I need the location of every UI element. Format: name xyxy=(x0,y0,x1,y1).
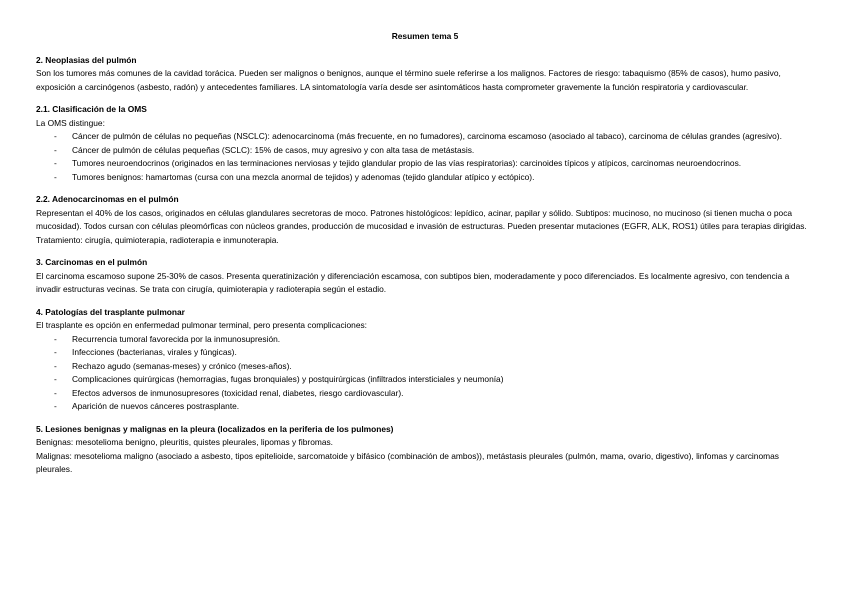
section-trasplante xyxy=(36,306,814,414)
dash-bullet-icon: - xyxy=(54,387,57,398)
dash-bullet-icon: - xyxy=(54,144,57,155)
list-item: - Rechazo agudo (semanas-meses) y crónico (meses-años). xyxy=(36,360,814,374)
dash-bullet-icon: - xyxy=(54,401,57,411)
section-carcinomas xyxy=(36,256,814,297)
section-heading: 2. Neoplasias del pulmón xyxy=(36,54,137,65)
list-item: - Cáncer de pulmón de células no pequeñas (NSCLC): adenocarcinoma (más frecuente, en no fumadores), carcinoma escamoso (asociado al tabaco), carcinoma de células grandes (agresivo). xyxy=(36,130,814,144)
section-paragraph: El trasplante es opción en enfermedad pulmonar terminal, pero presenta complicaciones: xyxy=(36,320,367,330)
section-paragraph: La OMS distingue: xyxy=(36,117,105,128)
document-page xyxy=(36,30,814,486)
dash-bullet-icon: - xyxy=(54,158,57,168)
list-item: - Recurrencia tumoral favorecida por la inmunosupresión. xyxy=(36,333,814,347)
list-item: - Aparición de nuevos cánceres postrasplante. xyxy=(36,400,814,414)
dash-bullet-icon: - xyxy=(54,131,57,141)
section-paragraph: El carcinoma escamoso supone 25-30% de casos. Presenta queratinización y diferenciación escamosa, con subtipos bien, moderadamente y poco diferenciados. Es localmente agresivo, con tendencia a invadir estructuras vecinas. Se trata con cirugía, quimioterapia y radioterapia según el estadio. xyxy=(36,270,790,294)
list-item: - Tumores neuroendocrinos (originados en las terminaciones nerviosas y tejido glandular propio de las vías respiratorias): carcinoides típicos y atípicos, carcinomas neuroendocrinos. xyxy=(36,157,814,171)
dash-bullet-icon: - xyxy=(54,171,57,182)
section-line-benignas: Benignas: mesotelioma benigno, pleuritis, quistes pleurales, lipomas y fibromas. xyxy=(36,437,333,447)
dash-bullet-icon: - xyxy=(54,333,57,344)
section-paragraph: Representan el 40% de los casos, originados en células glandulares secretoras de moco. Patrones histológicos: lepídico, acinar, papilar y sólido. Subtipos: mucinoso, no mucinoso (si tienen mucha o poca mucosidad). Todos cursan con células pleomórficas con núcleos grandes, producción de mucosidad e invasión de estructuras. Pueden presentar mutaciones (EGFR, ALK, ROS1) útiles para terapias dirigidas. Tratamiento: cirugía, quimioterapia, radioterapia e inmunoterapia. xyxy=(36,207,807,245)
section-pleura xyxy=(36,423,814,477)
section-adenocarcinomas xyxy=(36,193,814,247)
list-item: - Efectos adversos de inmunosupresores (toxicidad renal, diabetes, riesgo cardiovascular). xyxy=(36,387,814,401)
section-heading: 3. Carcinomas en el pulmón xyxy=(36,257,148,267)
list-item: - Complicaciones quirúrgicas (hemorragias, fugas bronquiales) y postquirúrgicas (infiltrados intersticiales y neumonía) xyxy=(36,373,814,387)
bullet-list xyxy=(36,333,814,414)
section-paragraph: Son los tumores más comunes de la cavidad torácica. Pueden ser malignos o benignos, aunque el término suele referirse a los malignos. Factores de riesgo: tabaquismo (85% de casos), humo pasivo, exposición a carcinógenos (asbesto, radón) y antecedentes familiares. LA sintomatología varía desde ser asintomáticos hasta comprometer gravemente la función respiratoria y cardiovascular. xyxy=(36,68,781,92)
section-heading: 4. Patologías del trasplante pulmonar xyxy=(36,306,185,317)
section-neoplasias xyxy=(36,54,814,95)
section-clasificacion-oms xyxy=(36,103,814,184)
dash-bullet-icon: - xyxy=(54,347,57,357)
document-title: Resumen tema 5 xyxy=(391,31,459,41)
section-heading: 2.1. Clasificación de la OMS xyxy=(36,104,147,114)
section-heading: 2.2. Adenocarcinomas en el pulmón xyxy=(36,194,179,204)
section-line-malignas: Malignas: mesotelioma maligno (asociado a asbesto, tipos epitelioide, sarcomatoide y bifásico (combinación de ambos)), metástasis pleurales (pulmón, mama, ovario, digestivo), linfomas y carcinomas pleurales. xyxy=(36,450,779,474)
bullet-list xyxy=(36,130,814,184)
list-item: - Tumores benignos: hamartomas (cursa con una mezcla anormal de tejidos) y adenomas (tejido glandular atípico y ectópico). xyxy=(36,171,814,185)
dash-bullet-icon: - xyxy=(54,374,57,384)
section-heading: 5. Lesiones benignas y malignas en la pleura (localizados en la periferia de los pulmones) xyxy=(36,423,394,434)
list-item: - Infecciones (bacterianas, virales y fúngicas). xyxy=(36,346,814,360)
dash-bullet-icon: - xyxy=(54,360,57,371)
list-item: - Cáncer de pulmón de células pequeñas (SCLC): 15% de casos, muy agresivo y con alta tasa de metástasis. xyxy=(36,144,814,158)
